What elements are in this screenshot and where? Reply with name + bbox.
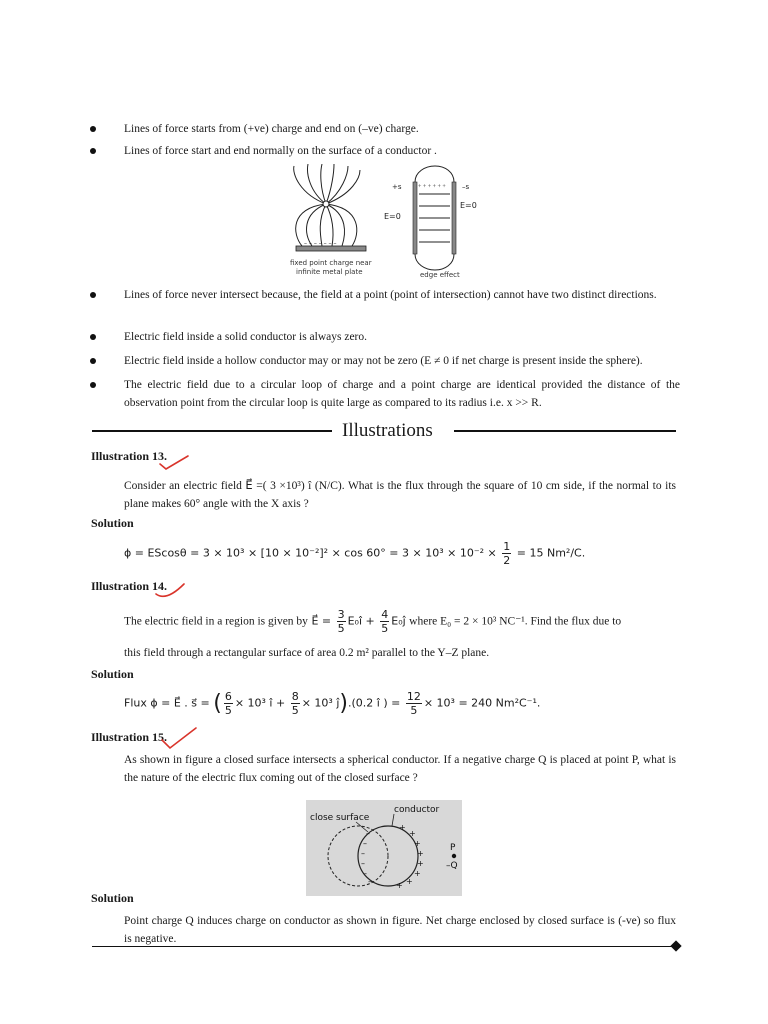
bullet-text: The electric field due to a circular loop of charge and a point charge are identical provided the distance of the observation point from the circular loop is quite large as compared to its radius i.e. x >> R. [124,379,680,409]
term: × 10³ = 240 Nm²C⁻¹. [423,696,541,710]
minus-s-label: –s [462,183,470,191]
bullet-item [90,352,680,370]
solution-label: Solution [91,667,134,681]
bullet-dot [90,126,96,132]
svg-text:+: + [417,859,424,868]
charge-q-label: –Q [446,861,458,871]
field-lines-figure [280,164,490,282]
section-rule-left [92,430,332,432]
illustration-14-solution: Flux ϕ = E⃗ . s⃗ = ( $\frac{6}{5}$ × 10³ î + $\frac{8}{5}$ × 10³ ĵ).(0.2 î ) = $\frac{12}{5}$ × 10³ = 240 Nm²C⁻¹. [124,690,541,717]
bullet-text: Electric field inside a solid conductor is always zero. [124,331,368,343]
fraction [380,608,389,635]
svg-text:+: + [414,839,421,848]
fraction [224,690,233,717]
plus-s-label: +s [392,183,402,191]
bullet-text: Lines of force never intersect because, the field at a point (point of intersection) cannot have two distinct directions. [124,289,657,301]
point-p-label: P [450,843,456,853]
fraction-denominator: 5 [410,704,418,717]
illustration-13-text: Consider an electric field E⃗ =( 3 ×10³) î (N/C). What is the flux through the square of 10 cm side, if the normal to its plane makes 60° angle with the X axis ? [124,480,676,510]
fraction-numerator: 4 [381,608,389,621]
fraction-numerator: 8 [291,690,299,703]
solution-result: = 15 Nm²/C. [516,546,586,560]
figure-caption: infinite metal plate [296,268,363,276]
check-mark-icon [154,580,188,600]
bullet-item [90,142,680,160]
bullet-item [90,328,680,346]
term: × 10³ î + [234,696,286,710]
solution-label: Solution [91,891,134,905]
bullet-text: Lines of force start and end normally on the surface of a conductor . [124,145,437,157]
bullet-dot [90,292,96,298]
figure-caption: fixed point charge near [290,259,372,267]
illustration-15-text: As shown in figure a closed surface intersects a spherical conductor. If a negative charge Q is placed at point P, what is the nature of the electric flux coming out of the closed surface ? [124,754,676,784]
svg-text:– – – – – – –: – – – – – – – [304,240,337,247]
svg-text:+: + [409,829,416,838]
fraction-numerator: 1 [503,540,511,553]
term: × 10³ ĵ [301,696,340,710]
fraction-numerator: 12 [406,690,421,703]
bullet-item [90,376,680,412]
illustration-15-heading: Illustration 15. [91,730,168,744]
fraction [337,608,346,635]
flux-label: Flux ϕ = E⃗ . s⃗ = [124,696,210,710]
illustration-13-solution [124,540,585,567]
svg-text:+: + [396,881,403,890]
bullet-text: Electric field inside a hollow conductor may or may not be zero (E ≠ 0 if net charge is present inside the sphere). [124,355,643,367]
svg-text:–: – [361,849,365,858]
svg-text:+: + [406,877,413,886]
fraction-denominator: 5 [381,622,389,635]
svg-text:–: – [363,869,367,878]
fraction-denominator: 2 [503,554,511,567]
svg-text:+: + [399,823,406,832]
fraction-denominator: 5 [224,704,232,717]
e-zero-right-label: E=0 [460,201,477,210]
fraction [502,540,511,567]
figure-caption: edge effect [420,271,460,279]
fraction-denominator: 5 [337,622,345,635]
bullet-dot [90,358,96,364]
bullet-dot [90,148,96,154]
bullet-dot [90,334,96,340]
close-surface-label: close surface [310,813,370,823]
conductor-figure [306,800,462,896]
illustration-14-heading: Illustration 14. [91,579,168,593]
svg-text:+: + [414,869,421,878]
illustration-14-text-cont: this field through a rectangular surface of area 0.2 m² parallel to the Y–Z plane. [124,647,490,659]
fraction-numerator: 3 [337,608,345,621]
term: E₀ĵ [391,614,406,628]
bullet-text: Lines of force starts from (+ve) charge and end on (–ve) charge. [124,123,419,135]
solution-label: Solution [91,516,134,530]
bottom-rule [92,946,672,947]
section-rule-right [454,430,676,432]
check-mark-icon [158,452,192,472]
illustration-14-text [124,608,676,635]
svg-text:–: – [366,829,370,838]
solution-equation: ϕ = EScosθ = 3 × 10³ × [10 × 10⁻²]² × cos 60° = 3 × 10³ × 10⁻² × [124,546,497,560]
term: E₀î + [347,614,375,628]
fraction [291,690,300,717]
svg-text:–: – [361,859,365,868]
bullet-dot [90,382,96,388]
fraction [406,690,422,717]
svg-text:+ + + + + +: + + + + + + [418,184,446,190]
e-vector: E⃗ = [311,614,332,628]
illustration-15-solution: Point charge Q induces charge on conductor as shown in figure. Net charge enclosed by closed surface is (-ve) so flux is negative. [124,915,676,945]
illustration-13-heading: Illustration 13. [91,449,168,463]
svg-text:–: – [368,877,372,886]
section-title: Illustrations [342,420,433,441]
e-zero-left-label: E=0 [384,212,401,221]
bullet-item [90,286,680,304]
svg-text:–: – [363,839,367,848]
check-mark-icon [160,726,200,752]
fraction-denominator: 5 [291,704,299,717]
term: .(0.2 î ) = [347,696,401,710]
fraction-numerator: 6 [224,690,232,703]
svg-text:+: + [417,849,424,858]
bullet-item [90,120,680,138]
text-segment: The electric field in a region is given by [124,615,308,628]
text-segment: where E₀ = 2 × 10³ NC⁻¹. Find the flux due to [409,615,622,628]
conductor-label: conductor [394,805,440,815]
